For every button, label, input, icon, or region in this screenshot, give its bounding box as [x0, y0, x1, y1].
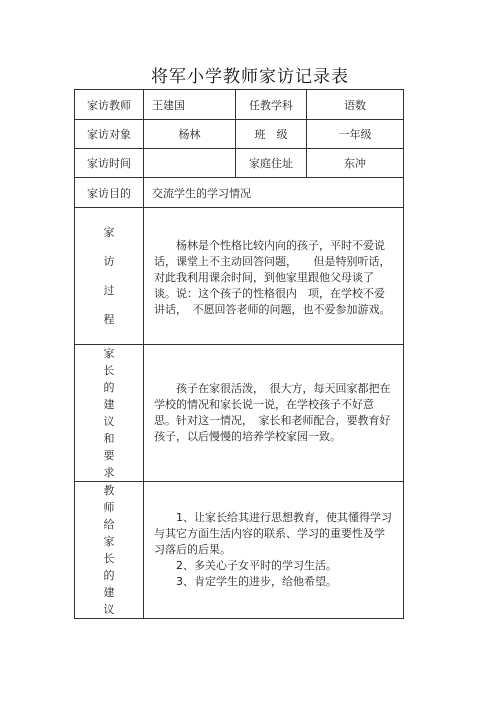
parent-suggestion-text: 孩子在家很活泼， 很大方，每天回家都把在学校的情况和家长说一说，在学校孩子不好意思。针对这一情况， 家长和老师配合，要教育好孩子，以后慢慢的培养学校家园一致。	[144, 345, 404, 482]
time-row	[75, 149, 404, 178]
address-label: 家庭住址	[236, 149, 307, 178]
teacher-value: 王建国	[144, 90, 236, 120]
teacher-label: 家访教师	[75, 90, 144, 120]
teacher-row	[75, 90, 404, 120]
purpose-label: 家访目的	[75, 178, 144, 208]
purpose-row	[75, 178, 404, 208]
page-title: 将军小学教师家访记录表	[151, 67, 349, 87]
time-value	[144, 149, 236, 178]
parent-suggestion-row	[75, 345, 404, 482]
address-value: 东冲	[307, 149, 404, 178]
visit-record-table	[74, 89, 404, 619]
subject-value: 语数	[307, 90, 404, 120]
target-value: 杨林	[144, 120, 236, 149]
target-row	[75, 120, 404, 149]
advice-item-1: 1、让家长给其进行思想教育，使其懂得学习与其它方面生活内容的联系、学习的重要性及学习落后的后果。	[154, 511, 392, 556]
process-row	[75, 208, 404, 345]
class-value: 一年级	[307, 120, 404, 149]
subject-label: 任教学科	[236, 90, 307, 120]
purpose-value: 交流学生的学习情况	[144, 178, 404, 208]
teacher-advice-text	[144, 482, 404, 619]
time-label: 家访时间	[75, 149, 144, 178]
class-label: 班 级	[236, 120, 307, 149]
process-label: 家 访 过 程	[75, 208, 144, 345]
parent-suggestion-label: 家 长 的 建 议 和 要 求	[75, 345, 144, 482]
process-text: 杨林是个性格比较内向的孩子，平时不爱说话，课堂上不主动回答问题， 但是特别听话，对此我利用课余时间，到他家里跟他父母谈了谈。说：这个孩子的性格很内 项，在学校不爱讲话， 不愿回答老师的问题，也不爱参加游戏。	[144, 208, 404, 345]
advice-item-3: 3、肯定学生的进步，给他希望。	[176, 575, 337, 588]
target-label: 家访对象	[75, 120, 144, 149]
advice-item-2: 2、多关心子女平时的学习生活。	[176, 559, 337, 572]
teacher-advice-label: 教 师 给 家 长 的 建 议	[75, 482, 144, 619]
teacher-advice-row	[75, 482, 404, 619]
